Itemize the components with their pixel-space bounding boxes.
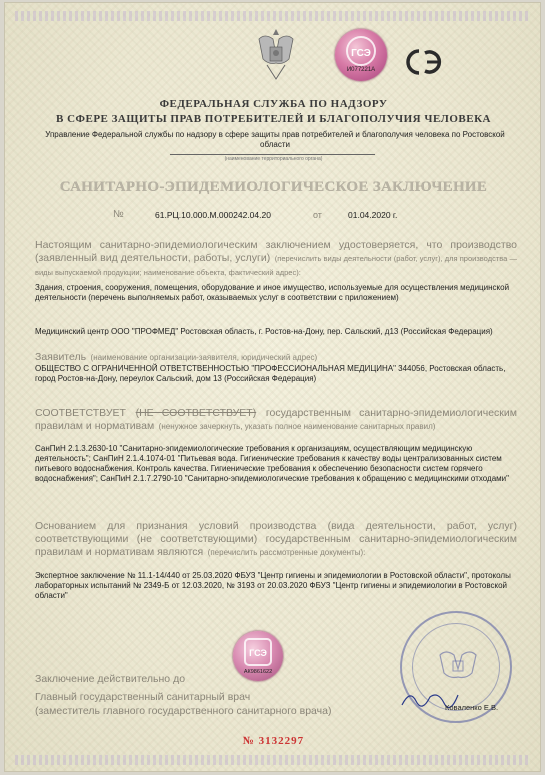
hologram-seal-bottom — [233, 631, 283, 681]
certify-paragraph — [35, 238, 517, 279]
applicant-text: ОБЩЕСТВО С ОГРАНИЧЕННОЙ ОТВЕТСТВЕННОСТЬЮ "ПРОФЕССИОНАЛЬНАЯ МЕДИЦИНА" 344056, Ростовская область, город Ростов-на-Дону, переулок Сальский, дом 13 (Российская Федерация) — [35, 364, 506, 383]
document-title: САНИТАРНО-ЭПИДЕМИОЛОГИЧЕСКОЕ ЗАКЛЮЧЕНИЕ — [59, 179, 488, 195]
certify-text: Настоящим санитарно-эпидемиологическим заключением удостоверяется, что производство (заявленный вид деятельности, работы, услуги) — [35, 239, 517, 264]
bottom-hologram-number: АК9861622 — [243, 669, 273, 675]
department-name: Управление Федеральной службы по надзору в сфере защиты прав потребителей и благополучия человека по Ростовской области — [45, 130, 505, 149]
top-border-pattern — [15, 11, 530, 21]
department-underline — [170, 154, 375, 155]
serial-number: № 3132297 — [242, 735, 305, 747]
agency-title-line1: ФЕДЕРАЛЬНАЯ СЛУЖБА ПО НАДЗОРУ — [159, 98, 388, 110]
facility-text: Медицинский центр ООО "ПРОФМЕД" Ростовская область, г. Ростов-на-Дону, пер. Сальский, д13 (Российская Федерация) — [35, 327, 493, 336]
compliance-rest: государственным санитарно-эпидемиологическим правилам и нормативам — [35, 407, 517, 432]
applicant-heading — [35, 350, 515, 364]
agency-title-line2: В СФЕРЕ ЗАЩИТЫ ПРАВ ПОТРЕБИТЕЛЕЙ И БЛАГОПОЛУЧИЯ ЧЕЛОВЕКА — [56, 113, 491, 125]
certificate-sheet — [4, 2, 541, 772]
signatory-title: Главный государственный санитарный врач — [35, 691, 251, 703]
sanitary-rules-text: СанПиН 2.1.3.2630-10 "Санитарно-эпидемиологические требования к организациям, осуществляющим медицинскую деятельность"; СанПиН 2.1.4.1074-01 "Питьевая вода. Гигиенические требования к качеству воды централизованных систем питьевого водоснабжения. Контроль качества. Гигиенические требования к обеспечению безопасности систем горячего водоснабжения"; СанПиН 2.1.7.2790-10 "Санитарно-эпидемиологические требования к обращению с медицинскими отходами" — [35, 444, 509, 483]
complies-word: СООТВЕТСТВУЕТ — [35, 407, 126, 419]
issue-date: 01.04.2020 г. — [348, 210, 398, 220]
date-label: от — [313, 210, 322, 220]
validity-label: Заключение действительно до — [35, 673, 186, 685]
hologram-emblem-icon — [335, 29, 387, 81]
bottom-border-pattern — [15, 755, 530, 765]
coat-of-arms-icon — [255, 25, 297, 83]
basis-documents: Экспертное заключение № 11.1-14/440 от 25.03.2020 ФБУЗ "Центр гигиены и эпидемиологии в Ростовской области", протоколы лабораторных испытаний № 2349-Б от 12.03.2020, № 3193 от 20.03.2020 ФБУЗ "Центр гигиены и эпидемиологии в Ростовской области" — [35, 571, 511, 600]
signer-name: Коваленко Е.В. — [445, 703, 499, 712]
basis-paragraph — [35, 519, 517, 559]
svg-text:ГСЭ: ГСЭ — [249, 648, 267, 658]
not-complies-word: (НЕ СООТВЕТСТВУЕТ) — [135, 407, 257, 419]
hologram-seal-top — [335, 29, 387, 81]
svg-text:ГСЭ: ГСЭ — [351, 48, 371, 59]
compliance-paragraph — [35, 406, 517, 433]
basis-text: Основанием для признания условий производства (вида деятельности, работ, услуг) соответствующими (не соответствующими) государственным санитарно-эпидемиологическим правилам и нормативам являются — [35, 520, 517, 558]
se-logo-icon — [403, 47, 447, 77]
applicant-hint: (наименование организации-заявителя, юридический адрес) — [90, 353, 318, 362]
compliance-hint: (ненужное зачеркнуть, указать полное наименование санитарных правил) — [158, 422, 436, 431]
certify-hint: (перечислить виды деятельности (работ, услуг), для производства — виды выпускаемой продукции; наименование объекта, фактический адрес): — [35, 254, 518, 277]
applicant-label: Заявитель — [35, 351, 87, 363]
hologram-number: И077221А — [346, 67, 376, 73]
signatory-deputy: (заместитель главного государственного санитарного врача) — [35, 705, 332, 717]
number-label: № — [113, 209, 124, 220]
stamp-eagle-icon — [436, 643, 480, 689]
objects-text: Здания, строения, сооружения, помещения, оборудование и иное имущество, используемые для осуществления медицинской деятельности (перечень выполняемых работ, оказываемых услуг в соответствии с приложением) — [35, 283, 510, 302]
basis-hint: (перечислить рассмотренные документы): — [207, 548, 366, 557]
territory-hint: (наименование территориального органа) — [224, 156, 323, 162]
certificate-number: 61.РЦ.10.000.М.000242.04.20 — [155, 210, 271, 220]
